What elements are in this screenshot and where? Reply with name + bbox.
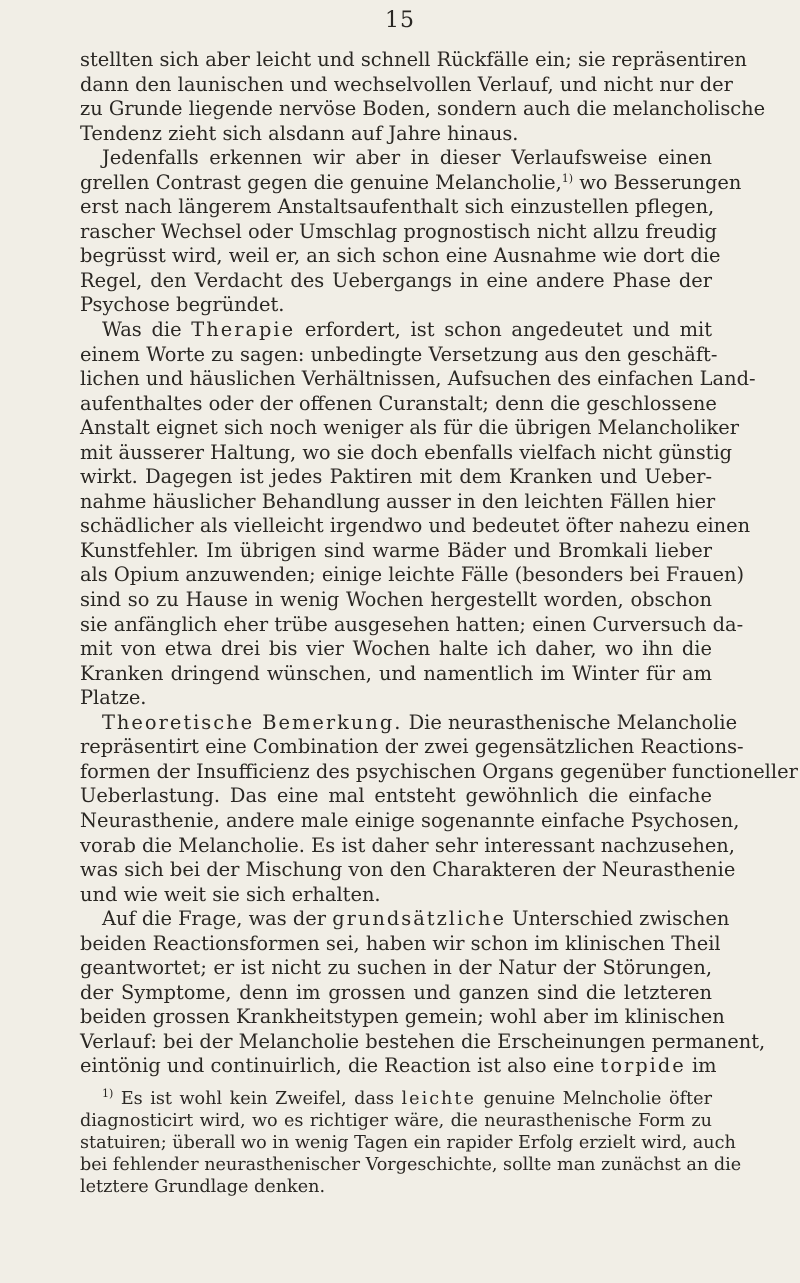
text-line: Kranken dringend wünschen, und namentlich im Winter für am: [80, 661, 712, 685]
text-line: nahme häuslicher Behandlung ausser in den leichten Fällen hier: [80, 489, 716, 513]
text-line: schädlicher als vielleicht irgendwo und bedeutet öfter nahezu einen: [80, 514, 751, 538]
text-line: zu Grunde liegende nervöse Boden, sondern auch die melancholische: [80, 97, 766, 121]
footnote-reference[interactable]: 1): [561, 171, 574, 185]
text-line: beiden Reactionsformen sei, haben wir schon im klinischen Theil: [80, 931, 721, 955]
text-line: sind so zu Hause in wenig Wochen hergestellt worden, obschon: [80, 588, 712, 612]
text-line: Platze.: [80, 686, 147, 710]
text-line: Verlauf: bei der Melancholie bestehen die Erscheinungen permanent,: [80, 1029, 766, 1053]
text-line: lichen und häuslichen Verhältnissen, Aufsuchen des einfachen Land-: [80, 367, 756, 391]
footnote-line: $^{1)}$ Es ist wohl kein Zweifel, dass leichte genuine Melncholie öfter: [102, 1087, 712, 1109]
text-line: Anstalt eignet sich noch weniger als für die übrigen Melancholiker: [80, 416, 740, 440]
text-line: Was die Therapie erfordert, ist schon angedeutet und mit: [102, 318, 712, 342]
text-line: einem Worte zu sagen: unbedingte Versetzung aus den geschäft-: [80, 342, 718, 366]
paragraph-unterschied: [80, 907, 766, 1079]
text-line: repräsentirt eine Combination der zwei gegensätzlichen Reactions-: [80, 735, 744, 759]
text-line: mit äusserer Haltung, wo sie doch ebenfalls vielfach nicht günstig: [80, 440, 733, 464]
text-line: als Opium anzuwenden; einige leichte Fälle (besonders bei Frauen): [80, 563, 745, 587]
paragraph-continuation: [80, 48, 766, 146]
text-line: geantwortet; er ist nicht zu suchen in der Natur der Störungen,: [80, 956, 712, 980]
text-line: erst nach längerem Anstaltsaufenthalt sich einzustellen pflegen,: [80, 195, 715, 219]
text-line: Regel, den Verdacht des Uebergangs in eine andere Phase der: [80, 268, 712, 292]
text-line: Kunstfehler. Im übrigen sind warme Bäder und Bromkali lieber: [80, 538, 712, 562]
footnote-line: letztere Grundlage denken.: [80, 1177, 326, 1197]
text-line: und wie weit sie sich erhalten.: [80, 882, 381, 906]
text-line: grellen Contrast gegen die genuine Melancholie,$^{1)}$ wo Besserungen: [80, 170, 742, 194]
emphasis-grundsaetzliche: grundsätzliche: [332, 907, 507, 931]
emphasis-therapie: Therapie: [191, 318, 296, 342]
paragraph-verlaufsweise: [80, 146, 742, 318]
text-line: formen der Insufficienz des psychischen Organs gegenüber functioneller: [80, 759, 798, 783]
text-line: dann den launischen und wechselvollen Verlauf, und nicht nur der: [80, 72, 733, 96]
text-line: Jedenfalls erkennen wir aber in dieser Verlaufsweise einen: [102, 146, 712, 170]
text-line: wirkt. Dagegen ist jedes Paktiren mit dem Kranken und Ueber-: [80, 465, 712, 489]
paragraph-theoretische-bemerkung: [80, 710, 798, 907]
paragraph-therapie: [80, 318, 756, 711]
footnote-line: bei fehlender neurasthenischer Vorgeschichte, sollte man zunächst an die: [80, 1155, 742, 1175]
footnote-marker: 1): [102, 1087, 114, 1100]
text-line: sie anfänglich eher trübe ausgesehen hatten; einen Curversuch da-: [80, 612, 744, 636]
emphasis-leichte: leichte: [401, 1089, 476, 1109]
text-line: vorab die Melancholie. Es ist daher sehr interessant nachzusehen,: [80, 833, 735, 857]
text-line: mit von etwa drei bis vier Wochen halte ich daher, wo ihn die: [80, 637, 712, 661]
text-line: Neurasthenie, andere male einige sogenannte einfache Psychosen,: [80, 808, 740, 832]
body-text: [80, 48, 798, 1079]
text-line: beiden grossen Krankheitstypen gemein; wohl aber im klinischen: [80, 1005, 725, 1029]
footnote: [80, 1087, 742, 1198]
page-number: 15: [385, 8, 415, 33]
footnote-line: statuiren; überall wo in wenig Tagen ein rapider Erfolg erzielt wird, auch: [80, 1133, 736, 1153]
text-line: aufenthaltes oder der offenen Curanstalt; denn die geschlossene: [80, 391, 717, 415]
text-line: begrüsst wird, weil er, an sich schon eine Ausnahme wie dort die: [80, 244, 721, 268]
text-line: Psychose begründet.: [80, 293, 285, 317]
emphasis-theoretische-bemerkung: Theoretische Bemerkung.: [102, 710, 403, 734]
text-line: Ueberlastung. Das eine mal entsteht gewöhnlich die einfache: [80, 784, 712, 808]
text-line: was sich bei der Mischung von den Charakteren der Neurasthenie: [80, 858, 736, 882]
text-line: Tendenz zieht sich alsdann auf Jahre hinaus.: [80, 121, 519, 145]
text-line: Theoretische Bemerkung. Die neurasthenische Melancholie: [102, 710, 738, 734]
footnote-line: diagnosticirt wird, wo es richtiger wäre, die neurasthenische Form zu: [80, 1111, 712, 1131]
text-line: Auf die Frage, was der grundsätzliche Unterschied zwischen: [102, 907, 730, 931]
text-line: eintönig und continuirlich, die Reaction ist also eine torpide im: [80, 1054, 717, 1078]
text-line: rascher Wechsel oder Umschlag prognostisch nicht allzu freudig: [80, 219, 717, 243]
text-line: der Symptome, denn im grossen und ganzen sind die letzteren: [80, 980, 712, 1004]
text-line: stellten sich aber leicht und schnell Rückfälle ein; sie repräsentiren: [80, 48, 747, 71]
emphasis-torpide: torpide: [600, 1054, 686, 1078]
